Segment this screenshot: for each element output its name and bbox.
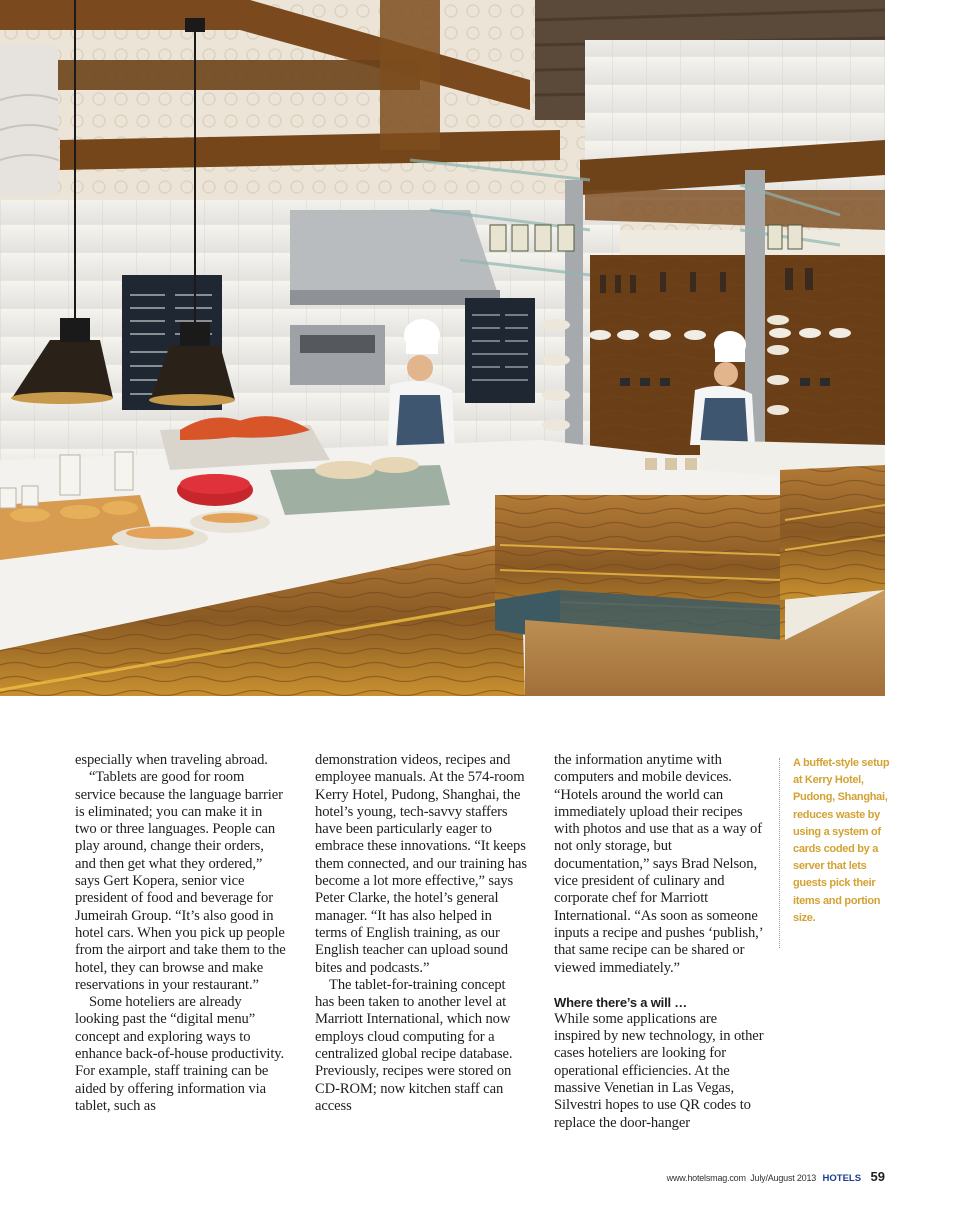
footer-magazine-name: HOTELS [822,1173,862,1184]
article-column-2 [315,752,527,1115]
paragraph: the information anytime with computers and mobile devices. “Hotels around the world can immediately upload their recipes with photos and use that as a way of not only storage, but documentation,” says Brad Nelson, vice president of culinary and corporate chef for Marriott International. “As soon as someone inputs a recipe and pushes ‘publish,’ that same recipe can be shared or viewed immediately.” [554,752,763,976]
paragraph: “Tablets are good for room service because the language barrier is eliminated; you can make it in two or three languages. People can play around, change their orders, and then get what they ordered,” says Gert Kopera, senior vice president of food and beverage for Jumeirah Group. “It’s also good in hotel cars. When you pick up people from the airport and take them to the hotel, they can browse and make reservations in your restaurant.” [75,769,286,993]
paragraph: The tablet-for-training concept has been taken to another level at Marriott International, which now employs cloud computing for a centralized global recipe database. Previously, recipes were stored on CD-ROM; now kitchen staff can access [315,976,513,1114]
photo-caption: A buffet-style setup at Kerry Hotel, Pudong, Shanghai, reduces waste by using a system of cards coded by a server that lets guests pick their items and portion size. [793,757,890,924]
paragraph: Some hoteliers are already looking past the “digital menu” concept and exploring ways to enhance back-of-house productivity. For example, staff training can be aided by offering information via tablet, such as [75,994,285,1114]
footer-issue: July/August 2013 [750,1173,817,1183]
footer-url: www.hotelsmag.com [666,1173,746,1183]
page-footer [640,1168,885,1186]
page-number: 59 [870,1169,885,1184]
caption-divider [779,758,780,948]
paragraph: demonstration videos, recipes and employee manuals. At the 574-room Kerry Hotel, Pudong, Shanghai, the hotel’s young, tech-savvy staffers have been particularly eager to embrace these innovations. “It keeps them connected, and our training has become a lot more effective,” says Peter Clarke, the hotel’s general manager. “It has also helped in terms of English training, as our English teacher can upload sound bites and podcasts.” [315,752,527,976]
paragraph: especially when traveling abroad. [75,752,268,768]
article-column-3 [554,752,766,1132]
section-heading: Where there’s a will … [554,994,688,1010]
paragraph: While some applications are inspired by new technology, in other cases hoteliers are looking for operational efficiencies. At the massive Venetian in Las Vegas, Silvestri hopes to use QR codes to replace the door-hanger [554,1010,764,1131]
article-column-1 [75,752,287,1115]
